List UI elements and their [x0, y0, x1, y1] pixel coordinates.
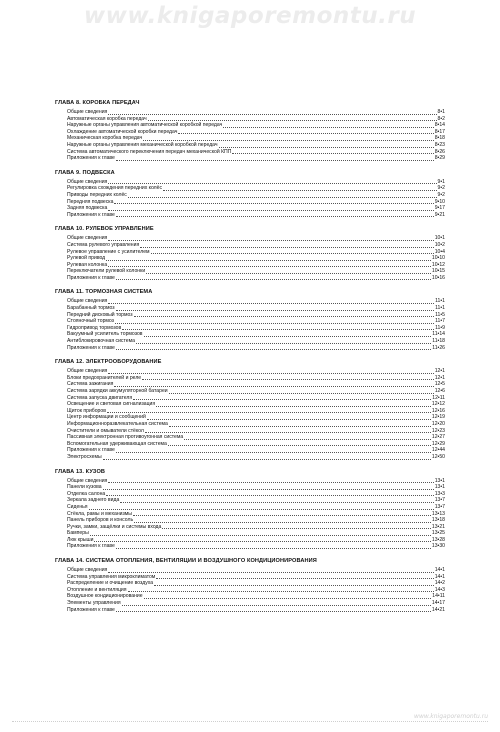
toc-entry-page: 9•17 [434, 205, 445, 212]
dot-leader [128, 587, 434, 593]
chapter-title: ГЛАВА 14. СИСТЕМА ОТОПЛЕНИЯ, ВЕНТИЛЯЦИИ И ВОЗДУШНОГО КОНДИЦИОНИРОВАНИЯ [55, 558, 317, 565]
toc-entry-page: 12•16 [431, 407, 445, 414]
toc-entry-page: 11•1 [435, 305, 445, 312]
toc-entry[interactable] [55, 478, 445, 485]
toc-entry[interactable] [55, 179, 445, 186]
toc-entry-label: Рулевая колонка [67, 261, 108, 268]
chapter-section [55, 469, 445, 551]
toc-entry-page: 12•1 [434, 374, 445, 381]
toc-entry-page: 14•17 [431, 600, 445, 607]
dot-leader [108, 478, 433, 484]
toc-entry-label: Приложения к главе [67, 543, 115, 550]
toc-entry-label: Система зажигания [67, 381, 114, 388]
toc-entry-page: 11•9 [435, 324, 445, 331]
toc-entry[interactable] [55, 345, 445, 352]
toc-entry-page: 12•6 [434, 388, 445, 394]
toc-entry-label: Наружные органы управления механической коробкой передач [67, 141, 218, 148]
toc-entry-page: 13•7 [434, 503, 445, 510]
toc-entry-label: Сиденья [67, 503, 88, 510]
toc-entry-page: 12•20 [431, 420, 445, 427]
chapter-section [55, 226, 445, 281]
toc-entry-page: 14•2 [434, 580, 445, 587]
toc-entry[interactable] [55, 484, 445, 491]
toc-entry-label: Приложения к главе [67, 344, 115, 351]
toc-entry-label: Приводы передних колёс [67, 191, 127, 198]
toc-entry[interactable] [55, 149, 445, 156]
toc-entry-page: 13•3 [434, 490, 445, 497]
dot-leader [108, 567, 433, 573]
toc-entry-label: Система рулевого управления [67, 241, 140, 248]
dot-leader [115, 318, 434, 324]
dot-leader [134, 517, 431, 523]
toc-entry[interactable] [55, 434, 445, 441]
toc-entry[interactable] [55, 530, 445, 537]
toc-entry[interactable] [55, 368, 445, 375]
toc-entry-page: 9•2 [437, 191, 445, 198]
toc-entry-page: 14•1 [434, 567, 445, 574]
toc-entry[interactable] [55, 421, 445, 428]
toc-entry-label: Рулевое управление с усилителем [67, 248, 150, 255]
dot-leader [116, 543, 431, 549]
toc-entry-page: 13•28 [431, 536, 445, 543]
toc-entry[interactable] [55, 375, 445, 382]
dot-leader [108, 368, 433, 374]
toc-entry-label: Отделка салона [67, 490, 106, 497]
toc-entry[interactable] [55, 205, 445, 212]
toc-entry-label: Общие сведения [67, 567, 108, 574]
toc-entry-page: 12•19 [431, 414, 445, 421]
toc-entry[interactable] [55, 497, 445, 504]
toc-entry-page: 9•10 [434, 198, 445, 205]
toc-entry-page: 11•5 [435, 311, 445, 318]
toc-entry-page: 13•21 [431, 523, 445, 530]
toc-entry-label: Вспомогательная удерживающая система [67, 440, 167, 447]
dot-leader [144, 331, 432, 337]
toc-entry[interactable] [55, 129, 445, 136]
toc-entry-page: 13•1 [434, 484, 445, 491]
toc-entry[interactable] [55, 135, 445, 142]
toc-entry[interactable] [55, 401, 445, 408]
toc-entry-label: Механическая коробка передач [67, 135, 143, 142]
toc-entry-page: 10•4 [434, 248, 445, 255]
toc-entry-page: 8•18 [434, 135, 445, 142]
toc-entry-label: Электросхемы [67, 453, 102, 460]
toc-entry[interactable] [55, 388, 445, 395]
toc-entry-label: Отопление и вентиляция [67, 586, 127, 593]
toc-entry-page: 11•18 [432, 338, 445, 345]
dot-leader [169, 421, 431, 427]
dot-leader [184, 434, 431, 440]
toc-entry[interactable] [55, 305, 445, 312]
dot-leader [116, 345, 431, 351]
toc-entry-page: 8•1 [437, 109, 445, 115]
dot-leader [122, 325, 434, 331]
dot-leader [133, 395, 431, 401]
toc-entry-page: 12•50 [431, 453, 445, 460]
toc-entry-page: 8•23 [434, 141, 445, 148]
dot-leader [232, 149, 433, 155]
toc-entry-page: 12•23 [431, 427, 445, 434]
dot-leader [116, 275, 431, 281]
toc-entry-label: Освещение и световая сигнализация [67, 401, 156, 408]
dot-leader [219, 142, 434, 148]
toc-entry[interactable] [55, 511, 445, 518]
toc-entry-page: 8•26 [434, 148, 445, 155]
dot-leader [145, 428, 431, 434]
toc-entry-label: Охлаждение автоматической коробки передач [67, 128, 178, 135]
chapter-title: ГЛАВА 12. ЭЛЕКТРООБОРУДОВАНИЕ [55, 359, 162, 366]
toc-entry[interactable] [55, 607, 445, 614]
toc-entry-label: Элементы управления [67, 600, 121, 607]
dot-leader [122, 600, 431, 606]
toc-entry-label: Передний дисковый тормоз [67, 311, 133, 318]
toc-entry[interactable] [55, 587, 445, 594]
toc-entry-label: Стёкла, рамы и механизмы [67, 510, 132, 517]
toc-entry-label: Приложения к главе [67, 211, 115, 218]
toc-entry-page: 12•29 [431, 440, 445, 447]
toc-entry-label: Общие сведения [67, 235, 108, 242]
toc-entry-label: Вакуумный усилитель тормозов [67, 331, 143, 338]
dot-leader [116, 212, 434, 218]
toc-entry-page: 10•2 [434, 241, 445, 248]
toc-entry[interactable] [55, 235, 445, 242]
toc-entry-page: 12•44 [431, 447, 445, 454]
toc-entry-label: Приложения к главе [67, 606, 115, 613]
toc-entry-page: 8•17 [434, 128, 445, 135]
toc-entry[interactable] [55, 543, 445, 550]
toc-entry[interactable] [55, 212, 445, 219]
dot-leader [128, 192, 437, 198]
toc-entry-page: 8•14 [434, 122, 445, 129]
toc-entry[interactable] [55, 574, 445, 581]
toc-entry[interactable] [55, 192, 445, 199]
dot-leader [146, 268, 431, 274]
chapter-section [55, 170, 445, 219]
dot-leader [144, 593, 432, 599]
dot-leader [169, 388, 434, 394]
toc-entry-label: Регулировка схождения передних колёс [67, 185, 163, 192]
toc-entry[interactable] [55, 524, 445, 531]
toc-entry[interactable] [55, 593, 445, 600]
toc-entry-page: 9•1 [437, 178, 445, 185]
dot-leader [148, 116, 437, 122]
toc-entry-label: Антиблокировочная система [67, 338, 135, 345]
toc-entry-page: 13•30 [431, 543, 445, 550]
dot-leader [103, 454, 431, 460]
footer-watermark: www.knigaporemontu.ru [414, 713, 488, 720]
toc-entry-label: Очистители и омыватели стёкол [67, 427, 144, 434]
toc-entry-label: Система зарядки аккумуляторной батареи [67, 388, 168, 394]
toc-entry-label: Ручки, замки, защёлки и системы входа [67, 523, 162, 530]
toc-entry-label: Информационноразвлекательная система [67, 420, 168, 427]
toc-entry[interactable] [55, 441, 445, 448]
toc-entry[interactable] [55, 414, 445, 421]
dot-leader [116, 447, 431, 453]
chapter-section [55, 100, 445, 162]
toc-entry-label: Стояночный тормоз [67, 318, 115, 325]
toc-entry-label: Панель приборов и консоль [67, 517, 134, 524]
dot-leader [107, 408, 431, 414]
toc-entry-label: Барабанный тормоз [67, 305, 115, 312]
toc-entry-page: 8•29 [434, 155, 445, 162]
dot-leader [140, 242, 434, 248]
toc-entry[interactable] [55, 109, 445, 116]
dot-leader [134, 312, 434, 318]
toc-entry[interactable] [55, 454, 445, 461]
chapter-section [55, 289, 445, 351]
toc-entry-label: Наружные органы управления автоматической коробкой передач [67, 122, 223, 129]
dot-leader [114, 199, 433, 205]
chapter-title: ГЛАВА 13. КУЗОВ [55, 468, 106, 475]
toc-entry[interactable] [55, 428, 445, 435]
toc-entry-page: 11•1 [435, 298, 445, 305]
toc-entry-page: 12•27 [431, 434, 445, 441]
toc-entry-label: Общие сведения [67, 178, 108, 185]
toc-entry[interactable] [55, 395, 445, 402]
toc-entry[interactable] [55, 275, 445, 282]
toc-entry[interactable] [55, 517, 445, 524]
toc-entry-label: Приложения к главе [67, 155, 115, 162]
toc-entry-label: Переключатели рулевой колонки [67, 268, 146, 275]
dot-leader [116, 607, 431, 613]
dot-leader [156, 401, 431, 407]
toc-entry-label: Воздушное кондиционирование [67, 593, 143, 600]
toc-entry-page: 11•14 [432, 331, 445, 338]
toc-entry-label: Распределение и очищение воздуха [67, 580, 154, 587]
toc-entry[interactable] [55, 249, 445, 256]
toc-entry-label: Пассивная электронная противоугонная система [67, 434, 184, 441]
toc-entry-label: Автоматическая коробка передач [67, 115, 147, 122]
toc-entry-label: Система запуска двигателя [67, 394, 133, 401]
toc-entry-page: 14•21 [431, 606, 445, 613]
toc-entry-page: 14•1 [434, 573, 445, 580]
toc-entry-label: Общие сведения [67, 477, 108, 484]
toc-entry-page: 14•11 [432, 593, 445, 600]
toc-entry-label: Система управления микроклиматом [67, 573, 156, 580]
toc-entry-label: Приложения к главе [67, 274, 115, 281]
toc-entry-label: Гидропривод тормозов [67, 324, 122, 331]
dot-leader [147, 414, 431, 420]
toc-entry[interactable] [55, 537, 445, 544]
dot-leader [120, 497, 433, 503]
toc-entry[interactable] [55, 504, 445, 511]
dot-leader [103, 484, 434, 490]
dot-leader [108, 235, 433, 241]
toc-entry-label: Система автоматического переключения передач механической КПП [67, 148, 232, 155]
toc-entry-label: Приложения к главе [67, 447, 115, 454]
toc-entry-page: 11•26 [432, 344, 445, 351]
toc-entry[interactable] [55, 268, 445, 275]
dot-leader [156, 574, 433, 580]
toc-entry-label: Центр информации и сообщений [67, 414, 146, 421]
watermark-text: www.knigaporemontu.ru [83, 3, 417, 29]
dot-leader [151, 249, 434, 255]
toc-entry-page: 12•12 [431, 401, 445, 408]
dot-leader [162, 524, 431, 530]
toc-entry[interactable] [55, 122, 445, 129]
dot-leader [223, 122, 433, 128]
dot-leader [154, 580, 434, 586]
toc-entry[interactable] [55, 447, 445, 454]
toc-entry[interactable] [55, 567, 445, 574]
dot-leader [143, 135, 434, 141]
dot-leader [106, 255, 431, 261]
toc-entry[interactable] [55, 491, 445, 498]
toc-entry-page: 8•2 [437, 115, 445, 122]
dot-leader [90, 530, 431, 536]
toc-entry-page: 10•16 [431, 274, 445, 281]
dot-leader [108, 298, 434, 304]
toc-entry[interactable] [55, 155, 445, 162]
dot-leader [142, 375, 434, 381]
chapter-title: ГЛАВА 9. ПОДВЕСКА [55, 169, 115, 176]
chapter-title: ГЛАВА 11. ТОРМОЗНАЯ СИСТЕМА [55, 289, 153, 296]
footer-divider [12, 721, 488, 722]
toc-entry-page: 13•13 [431, 510, 445, 517]
dot-leader [108, 205, 433, 211]
toc-entry-label: Щиток приборов [67, 407, 106, 414]
dot-leader [89, 504, 434, 510]
dot-leader [94, 537, 430, 543]
toc-entry-page: 11•7 [435, 318, 445, 325]
toc-entry-page: 12•11 [432, 394, 445, 401]
toc-entry-page: 13•7 [434, 497, 445, 504]
toc-entry[interactable] [55, 142, 445, 149]
toc-entry[interactable] [55, 331, 445, 338]
dot-leader [114, 381, 433, 387]
table-of-contents [55, 100, 445, 621]
toc-entry-label: Бамперы [67, 530, 89, 537]
toc-entry-page: 12•5 [434, 381, 445, 388]
dot-leader [106, 491, 433, 497]
chapter-section [55, 558, 445, 613]
toc-entry-label: Панели кузова [67, 484, 102, 491]
toc-entry-page: 10•1 [434, 235, 445, 242]
toc-entry-label: Блоки предохранителей и реле [67, 374, 142, 381]
dot-leader [178, 129, 433, 135]
toc-entry-label: Люк крыши [67, 536, 94, 543]
toc-entry[interactable] [55, 199, 445, 206]
toc-entry[interactable] [55, 600, 445, 607]
toc-entry-page: 14•3 [434, 586, 445, 593]
toc-entry-label: Зеркала заднего вида [67, 497, 120, 504]
toc-entry-label: Общие сведения [67, 298, 108, 305]
toc-entry[interactable] [55, 381, 445, 388]
toc-entry-page: 13•25 [431, 530, 445, 537]
toc-entry-page: 13•1 [434, 477, 445, 484]
dot-leader [133, 511, 431, 517]
toc-entry-page: 12•1 [434, 368, 445, 375]
dot-leader [163, 185, 437, 191]
toc-entry-page: 10•15 [431, 268, 445, 275]
toc-entry[interactable] [55, 338, 445, 345]
toc-entry-label: Задняя подвеска [67, 205, 108, 212]
toc-entry-page: 10•12 [431, 261, 445, 268]
toc-entry-page: 9•2 [437, 185, 445, 192]
toc-entry[interactable] [55, 185, 445, 192]
toc-entry[interactable] [55, 255, 445, 262]
dot-leader [108, 109, 436, 115]
chapter-title: ГЛАВА 8. КОРОБКА ПЕРЕДАЧ [55, 100, 140, 106]
dot-leader [116, 155, 434, 161]
toc-entry[interactable] [55, 318, 445, 325]
toc-entry-page: 13•18 [431, 517, 445, 524]
toc-entry[interactable] [55, 580, 445, 587]
chapter-title: ГЛАВА 10. РУЛЕВОЕ УПРАВЛЕНИЕ [55, 226, 154, 233]
toc-entry-label: Рулевой привод [67, 255, 106, 262]
toc-entry[interactable] [55, 242, 445, 249]
toc-entry-label: Общие сведения [67, 368, 108, 375]
dot-leader [108, 262, 431, 268]
chapter-section [55, 359, 445, 460]
dot-leader [168, 441, 431, 447]
dot-leader [108, 179, 436, 185]
toc-entry-page: 10•10 [431, 255, 445, 262]
toc-entry-label: Общие сведения [67, 109, 108, 115]
dot-leader [136, 338, 431, 344]
dot-leader [116, 305, 435, 311]
toc-entry-label: Передняя подвеска [67, 198, 114, 205]
toc-entry-page: 9•21 [434, 211, 445, 218]
